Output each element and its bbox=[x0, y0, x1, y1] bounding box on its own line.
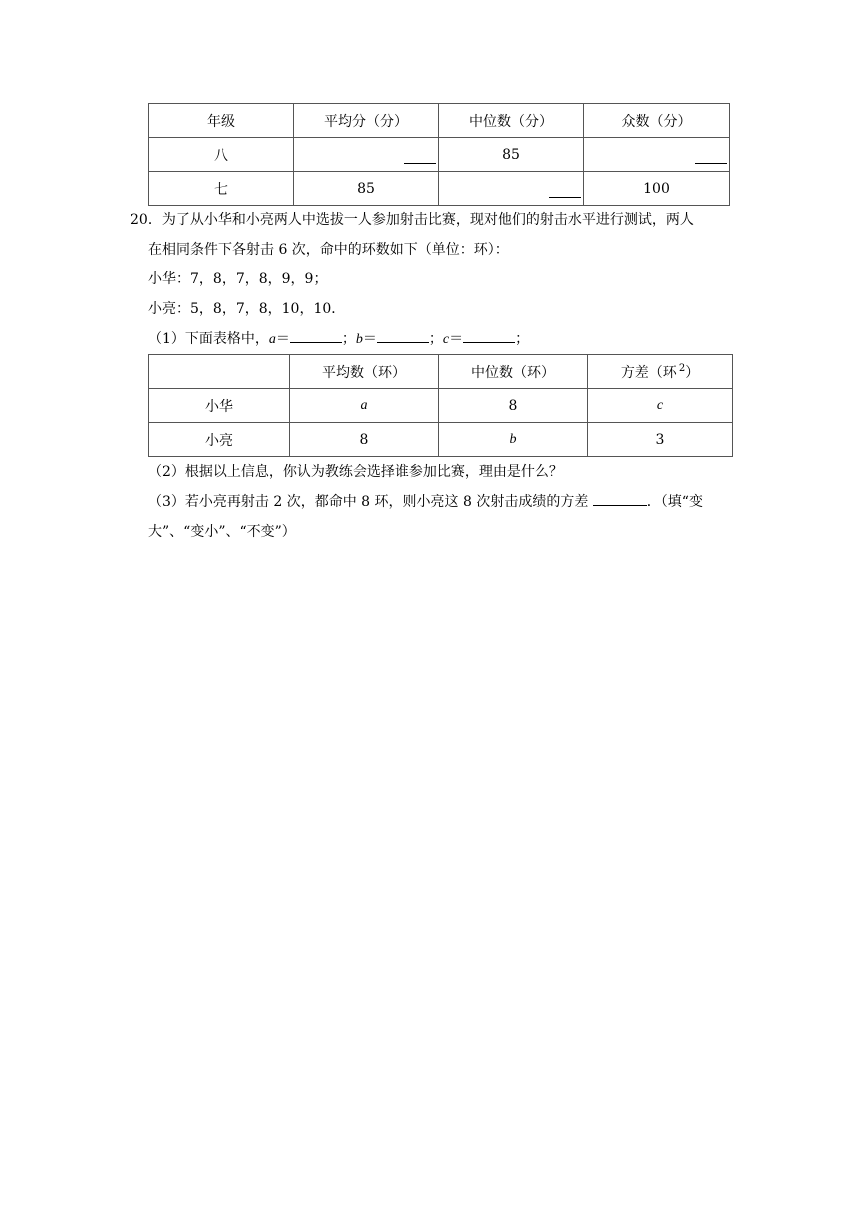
question-20-line1 bbox=[130, 209, 694, 229]
part-3-hint: ．（填“变 bbox=[646, 494, 703, 510]
median-cell: 8 bbox=[439, 389, 588, 423]
answer-blank bbox=[549, 196, 581, 198]
part-3-line1 bbox=[148, 491, 703, 511]
part-1-line bbox=[148, 328, 529, 348]
question-intro-line2: 在相同条件下各射击 6 次，命中的环数如下（单位：环）： bbox=[148, 242, 509, 258]
var-a: a bbox=[268, 332, 276, 347]
var-b: b bbox=[355, 332, 363, 347]
separator: ； bbox=[341, 331, 356, 347]
equals-sign: ＝ bbox=[449, 331, 464, 347]
median-cell: b bbox=[439, 423, 588, 457]
separator: ； bbox=[428, 331, 443, 347]
xiaoliang-data: 小亮：5，8，7，8，10，10． bbox=[148, 301, 346, 317]
mean-cell: 8 bbox=[290, 423, 439, 457]
mode-cell: 100 bbox=[584, 172, 730, 206]
answer-blank-b bbox=[377, 341, 429, 343]
part-1-prefix: （1）下面表格中， bbox=[148, 331, 269, 347]
header-empty bbox=[149, 355, 290, 389]
answer-blank bbox=[695, 162, 727, 164]
header-grade: 年级 bbox=[149, 104, 294, 138]
equals-sign: ＝ bbox=[275, 331, 290, 347]
equals-sign: ＝ bbox=[362, 331, 377, 347]
median-blank-cell bbox=[439, 172, 584, 206]
variance-cell: c bbox=[588, 389, 733, 423]
median-cell: 85 bbox=[439, 138, 584, 172]
header-median: 中位数（分） bbox=[439, 104, 584, 138]
part-3-line2: 大”、“变小”、“不变”） bbox=[148, 524, 296, 540]
part-3-text: （3）若小亮再射击 2 次，都命中 8 环，则小亮这 8 次射击成绩的方差 bbox=[148, 494, 589, 510]
mean-cell: 85 bbox=[294, 172, 439, 206]
shooting-stats-table bbox=[148, 354, 733, 457]
name-cell: 小华 bbox=[149, 389, 290, 423]
answer-blank-c bbox=[463, 341, 515, 343]
answer-blank-a bbox=[290, 341, 342, 343]
variance-cell: 3 bbox=[588, 423, 733, 457]
part-2-line: （2）根据以上信息，你认为教练会选择谁参加比赛，理由是什么？ bbox=[148, 464, 563, 480]
header-variance: 方差（环 $^2$） bbox=[588, 355, 733, 389]
question-number: 20． bbox=[130, 212, 162, 228]
question-intro-line1: 为了从小华和小亮两人中选拔一人参加射击比赛，现对他们的射击水平进行测试，两人 bbox=[161, 212, 694, 228]
header-median: 中位数（环） bbox=[439, 355, 588, 389]
mode-blank-cell bbox=[584, 138, 730, 172]
header-mean: 平均数（环） bbox=[290, 355, 439, 389]
mean-cell: a bbox=[290, 389, 439, 423]
grade-cell: 八 bbox=[149, 138, 294, 172]
header-mean: 平均分（分） bbox=[294, 104, 439, 138]
grade-cell: 七 bbox=[149, 172, 294, 206]
mean-blank-cell bbox=[294, 138, 439, 172]
xiaohua-data: 小华：7，8，7，8，9，9； bbox=[148, 271, 328, 287]
separator: ； bbox=[515, 331, 530, 347]
grade-score-table bbox=[148, 103, 730, 206]
header-mode: 众数（分） bbox=[584, 104, 730, 138]
answer-blank-variance bbox=[593, 504, 647, 506]
name-cell: 小亮 bbox=[149, 423, 290, 457]
var-c: c bbox=[442, 332, 450, 347]
answer-blank bbox=[404, 162, 436, 164]
